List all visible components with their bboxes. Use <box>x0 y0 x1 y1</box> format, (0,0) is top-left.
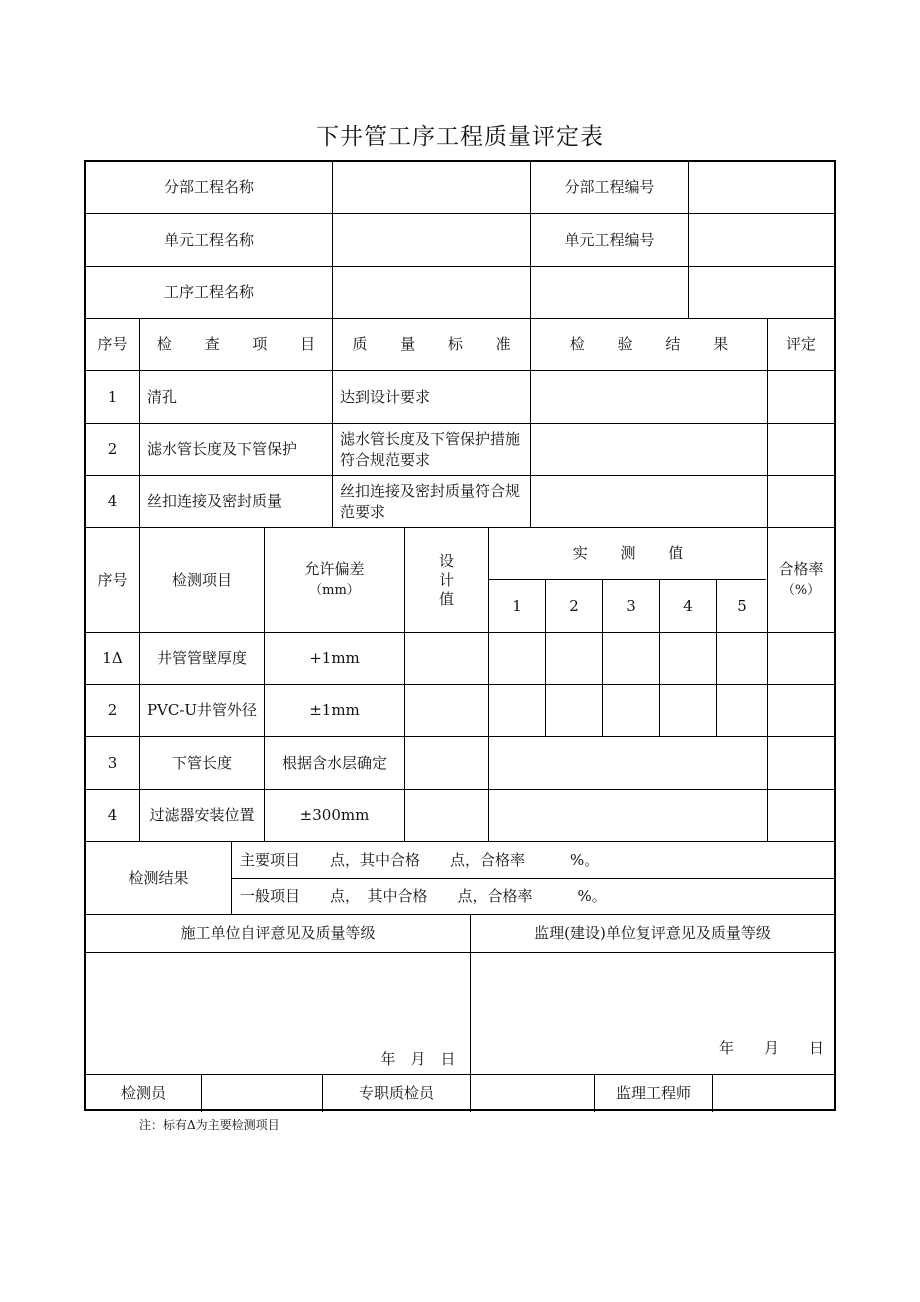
inspection-row-item: 滤水管长度及下管保护 <box>147 440 298 458</box>
division-no-label: 分部工程编号 <box>564 178 655 196</box>
measure-row-item: PVC-U井管外径 <box>146 701 258 719</box>
measure-row-item: 过滤器安装位置 <box>149 806 255 824</box>
supervisor-opinion-label: 监理(建设)单位复评意见及质量等级 <box>534 924 771 942</box>
inspection-row-no: 1 <box>107 387 118 406</box>
inspection-row-item: 清孔 <box>147 387 178 406</box>
division-name-field[interactable] <box>333 162 530 213</box>
measure-row-no: 1Δ <box>102 649 123 667</box>
measure-row-tolerance: ±300mm <box>299 806 370 824</box>
measure-point-1: 1 <box>512 596 522 615</box>
quality-inspector-signature-field[interactable] <box>471 1075 594 1112</box>
unit-name-field[interactable] <box>333 214 530 266</box>
contractor-date: 年 月 日 <box>380 1049 456 1068</box>
measure-row-tolerance: 根据含水层确定 <box>281 753 387 772</box>
inspection-col-standard: 质 量 标 准 <box>352 335 525 353</box>
supervisor-engineer-signature-field[interactable] <box>713 1075 834 1112</box>
contractor-opinion-label: 施工单位自评意见及质量等级 <box>180 924 376 942</box>
page-title: 下井管工序工程质量评定表 <box>316 124 604 150</box>
design-label-3: 值 <box>438 589 454 608</box>
quality-inspector-label: 专职质检员 <box>358 1084 434 1102</box>
measure-row-no: 2 <box>107 701 118 719</box>
measure-col-design <box>405 528 488 632</box>
division-name-label: 分部工程名称 <box>163 178 254 196</box>
footnote: 注：标有Δ为主要检测项目 <box>139 1118 280 1132</box>
measure-row-no: 4 <box>107 806 118 824</box>
supervisor-engineer-label: 监理工程师 <box>615 1084 691 1102</box>
measure-row-item: 井管管壁厚度 <box>156 649 247 667</box>
measure-col-measured: 实 测 值 <box>572 544 698 562</box>
inspector-signature-field[interactable] <box>202 1075 322 1112</box>
result-general-line: 一般项目 点， 其中合格 点，合格率 %。 <box>240 887 607 905</box>
inspection-col-eval: 评定 <box>785 335 816 353</box>
inspection-col-no: 序号 <box>97 335 128 353</box>
inspection-row-no: 4 <box>107 492 118 510</box>
division-no-field[interactable] <box>689 162 834 213</box>
quality-assessment-form <box>84 160 836 1111</box>
unit-no-label: 单元工程编号 <box>564 230 655 249</box>
design-label-1: 设 <box>438 551 454 570</box>
measure-row-tolerance: ±1mm <box>309 701 360 719</box>
measure-row-tolerance: +1mm <box>309 649 360 667</box>
measure-point-2: 2 <box>569 596 579 615</box>
measure-point-4: 4 <box>683 596 693 615</box>
result-label: 检测结果 <box>128 868 189 887</box>
rate-label: 合格率 <box>778 560 824 578</box>
inspection-col-result: 检 验 结 果 <box>569 335 743 353</box>
unit-name-label: 单元工程名称 <box>163 230 254 249</box>
process-name-field[interactable] <box>333 267 530 318</box>
inspection-row-item: 丝扣连接及密封质量 <box>147 492 283 510</box>
measure-point-5: 5 <box>737 596 747 615</box>
inspection-col-item: 检 查 项 目 <box>156 335 330 353</box>
measure-col-no: 序号 <box>97 570 128 589</box>
unit-no-field[interactable] <box>689 214 834 266</box>
inspection-row-standard: 达到设计要求 <box>340 387 431 406</box>
measure-row-no: 3 <box>107 753 118 772</box>
inspection-row-no: 2 <box>107 440 118 458</box>
measure-point-3: 3 <box>626 596 636 615</box>
design-label-2: 计 <box>438 570 454 589</box>
rate-unit: （%） <box>781 583 821 598</box>
measure-col-tolerance <box>265 528 404 632</box>
measure-row-item: 下管长度 <box>171 753 232 772</box>
inspector-label: 检测员 <box>120 1084 166 1102</box>
measure-col-item: 检测项目 <box>171 570 232 589</box>
tolerance-label: 允许偏差 <box>304 560 365 578</box>
result-main-line: 主要项目 点，其中合格 点，合格率 %。 <box>240 850 600 869</box>
measure-col-rate <box>768 528 834 632</box>
supervisor-date: 年 月 日 <box>718 1038 824 1057</box>
inspection-row-standard: 滤水管长度及下管保护措施符合规范要求 <box>340 429 521 469</box>
process-name-label: 工序工程名称 <box>163 283 254 301</box>
tolerance-unit: （mm） <box>309 583 360 598</box>
inspection-row-standard: 丝扣连接及密封质量符合规范要求 <box>340 481 521 521</box>
